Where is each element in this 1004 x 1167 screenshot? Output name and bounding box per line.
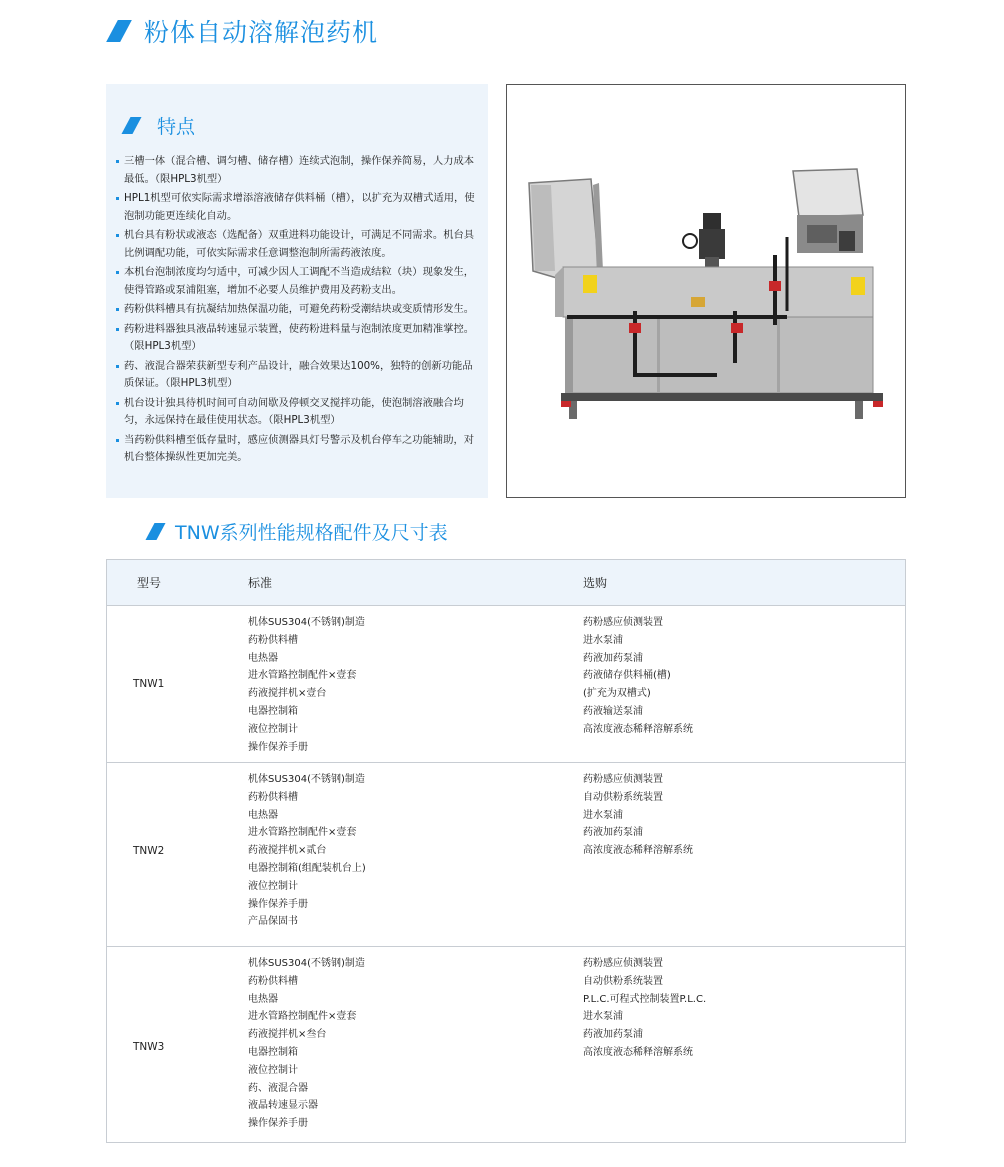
table-header bbox=[107, 560, 905, 606]
standard-item: 液位控制计 bbox=[248, 723, 298, 735]
standard-item: 操作保养手册 bbox=[248, 898, 308, 910]
standard-item: 进水管路控制配件×壹套 bbox=[248, 1011, 357, 1023]
optional-item: 高浓度液态稀释溶解系统 bbox=[583, 845, 693, 857]
standard-item: 机体SUS304(不锈钢)制造 bbox=[248, 774, 365, 785]
standard-item: 进水管路控制配件×壹套 bbox=[248, 827, 357, 839]
optional-item: 药液加药泵浦 bbox=[583, 827, 643, 839]
model-cell: TNW1 bbox=[133, 678, 165, 690]
optional-item: 高浓度液态稀释溶解系统 bbox=[583, 1046, 693, 1058]
standard-list bbox=[248, 955, 365, 1133]
optional-item: 进水泵浦 bbox=[583, 634, 623, 646]
optional-item: 药液加药泵浦 bbox=[583, 652, 643, 664]
optional-item: 药液储存供料桶(槽) bbox=[583, 670, 671, 682]
feature-item: 机台具有粉状或液态（选配备）双重进料功能设计，可满足不同需求。机台具比例调配功能，可依实际需求任意调整泡制所需药液浓度。 bbox=[116, 227, 482, 262]
standard-item: 药粉供料槽 bbox=[248, 791, 298, 803]
spec-slash-icon bbox=[145, 523, 165, 540]
feature-item: 药、液混合器荣获新型专利产品设计，融合效果达100%，独特的创新功能品质保证。（限HPL3机型） bbox=[116, 358, 482, 393]
optional-item: 药液输送泵浦 bbox=[583, 705, 643, 717]
feature-item: 本机台泡制浓度均匀适中，可减少因人工调配不当造成结粒（块）现象发生，使得管路或泵浦阻塞，增加不必要人员维护费用及药粉支出。 bbox=[116, 264, 482, 299]
spec-title: TNW系列性能规格配件及尺寸表 bbox=[175, 522, 448, 544]
model-cell: TNW3 bbox=[133, 1041, 165, 1053]
optional-item: 药粉感应侦测装置 bbox=[583, 774, 663, 785]
standard-item: 进水管路控制配件×壹套 bbox=[248, 670, 357, 682]
feature-item: 药粉供料槽具有抗凝结加热保温功能，可避免药粉受潮结块或变质情形发生。 bbox=[116, 301, 482, 319]
features-panel bbox=[106, 84, 488, 498]
optional-item: (扩充为双槽式) bbox=[583, 688, 651, 700]
features-heading bbox=[126, 112, 195, 139]
optional-item: 药粉感应侦测装置 bbox=[583, 617, 663, 628]
optional-item: 进水泵浦 bbox=[583, 809, 623, 821]
standard-item: 机体SUS304(不锈钢)制造 bbox=[248, 617, 365, 628]
features-slash-icon bbox=[121, 117, 141, 134]
model-cell: TNW2 bbox=[133, 845, 165, 857]
feature-item: 三槽一体（混合槽、调匀槽、储存槽）连续式泡制，操作保养简易，人力成本最低。（限HPL3机型） bbox=[116, 153, 482, 188]
standard-item: 液晶转速显示器 bbox=[248, 1100, 318, 1112]
feature-item: HPL1机型可依实际需求增添溶液储存供料桶（槽），以扩充为双槽式适用，使泡制功能更连续化自动。 bbox=[116, 190, 482, 225]
standard-item: 药粉供料槽 bbox=[248, 975, 298, 987]
standard-list bbox=[248, 614, 365, 756]
optional-item: 药液加药泵浦 bbox=[583, 1029, 643, 1041]
optional-item: 进水泵浦 bbox=[583, 1011, 623, 1023]
standard-item: 药液搅拌机×贰台 bbox=[248, 845, 327, 857]
standard-item: 药、液混合器 bbox=[248, 1082, 308, 1094]
standard-item: 电热器 bbox=[248, 993, 278, 1005]
table-row bbox=[107, 606, 905, 763]
standard-item: 药粉供料槽 bbox=[248, 634, 298, 646]
table-row bbox=[107, 763, 905, 947]
standard-item: 电器控制箱 bbox=[248, 1046, 298, 1058]
feature-item: 药粉进料器独具液晶转速显示装置，使药粉进料量与泡制浓度更加精准掌控。（限HPL3机型） bbox=[116, 321, 482, 356]
header-standard: 标准 bbox=[248, 576, 273, 590]
optional-item: 药粉感应侦测装置 bbox=[583, 958, 663, 969]
optional-item: P.L.C.可程式控制装置P.L.C. bbox=[583, 993, 707, 1005]
features-list bbox=[116, 153, 482, 469]
table-row bbox=[107, 947, 905, 1143]
standard-item: 电器控制箱(组配装机台上) bbox=[248, 862, 366, 874]
spec-heading bbox=[150, 518, 448, 545]
machine-illustration bbox=[507, 85, 905, 497]
standard-item: 液位控制计 bbox=[248, 880, 298, 892]
features-title: 特点 bbox=[157, 116, 196, 138]
standard-item: 电热器 bbox=[248, 809, 278, 821]
feature-item: 当药粉供料槽至低存量时，感应侦测器具灯号警示及机台停车之功能辅助，对机台整体操纵性更加完美。 bbox=[116, 432, 482, 467]
header-model: 型号 bbox=[137, 576, 162, 590]
optional-list bbox=[583, 614, 693, 739]
standard-list bbox=[248, 771, 366, 931]
optional-item: 自动供粉系统装置 bbox=[583, 975, 663, 987]
standard-item: 药液搅拌机×叁台 bbox=[248, 1029, 327, 1041]
standard-item: 药液搅拌机×壹台 bbox=[248, 688, 327, 700]
optional-item: 自动供粉系统装置 bbox=[583, 791, 663, 803]
header-optional: 选购 bbox=[583, 576, 608, 590]
machine-photo bbox=[506, 84, 906, 498]
standard-item: 操作保养手册 bbox=[248, 1118, 308, 1130]
standard-item: 液位控制计 bbox=[248, 1064, 298, 1076]
optional-list bbox=[583, 955, 706, 1062]
spec-table bbox=[106, 559, 906, 1143]
page-title-block bbox=[112, 13, 378, 49]
optional-item: 高浓度液态稀释溶解系统 bbox=[583, 723, 693, 735]
standard-item: 操作保养手册 bbox=[248, 741, 308, 753]
standard-item: 电器控制箱 bbox=[248, 705, 298, 717]
standard-item: 电热器 bbox=[248, 652, 278, 664]
page-title: 粉体自动溶解泡药机 bbox=[144, 18, 379, 47]
title-slash-icon bbox=[106, 20, 132, 42]
standard-item: 产品保固书 bbox=[248, 916, 298, 928]
feature-item: 机台设计独具待机时间可自动间歇及停顿交叉搅拌功能，使泡制溶液融合均匀，永远保持在最佳使用状态。（限HPL3机型） bbox=[116, 395, 482, 430]
standard-item: 机体SUS304(不锈钢)制造 bbox=[248, 958, 365, 969]
optional-list bbox=[583, 771, 693, 860]
